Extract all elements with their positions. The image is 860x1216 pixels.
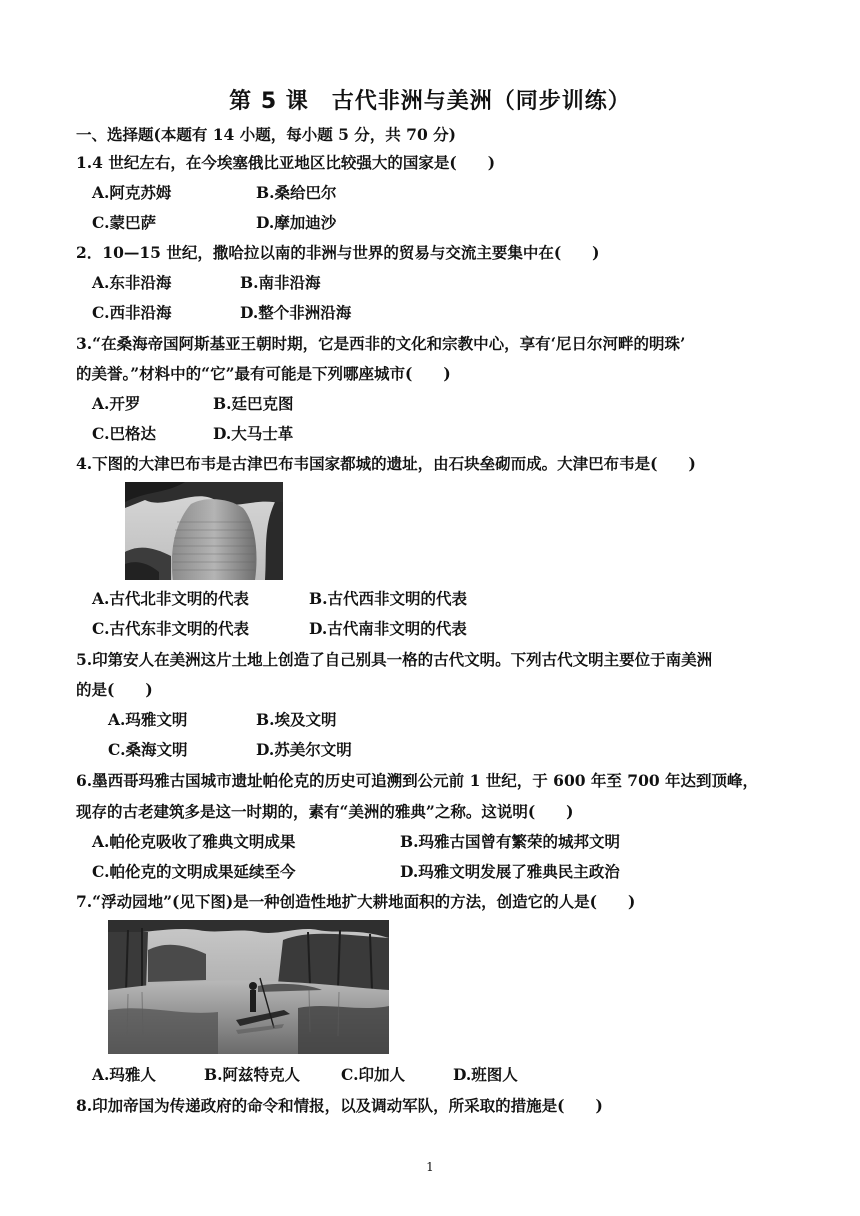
question-7-stem: 7.“浮动园地”(见下图)是一种创造性地扩大耕地面积的方法，创造它的人是( ): [76, 892, 636, 911]
question-6-option-c: C.帕伦克的文明成果延续至今: [92, 862, 296, 881]
question-6-stem-line-2: 现存的古老建筑多是这一时期的，素有“美洲的雅典”之称。这说明( ): [76, 802, 574, 821]
question-5-option-a: A.玛雅文明: [108, 710, 188, 729]
question-4-option-a: A.古代北非文明的代表: [92, 589, 249, 608]
question-2-option-b: B.南非沿海: [240, 273, 321, 292]
question-7-option-d: D.班图人: [453, 1065, 518, 1084]
question-1-option-b: B.桑给巴尔: [256, 183, 337, 202]
page-number: 1: [426, 1160, 434, 1174]
floating-garden-photo: [108, 920, 389, 1054]
question-5-stem-line-1: 5.印第安人在美洲这片土地上创造了自己别具一格的古代文明。下列古代文明主要位于南美洲: [76, 650, 713, 669]
question-2-option-a: A.东非沿海: [92, 273, 172, 292]
question-1-stem: 1.4 世纪左右，在今埃塞俄比亚地区比较强大的国家是( ): [76, 153, 496, 172]
question-6-option-d: D.玛雅文明发展了雅典民主政治: [400, 862, 620, 881]
question-7-option-c: C.印加人: [341, 1065, 405, 1084]
question-4-option-c: C.古代东非文明的代表: [92, 619, 249, 638]
question-1-option-d: D.摩加迪沙: [256, 213, 337, 232]
question-4-option-d: D.古代南非文明的代表: [309, 619, 467, 638]
question-3-stem-line-2: 的美誉。”材料中的“它”最有可能是下列哪座城市( ): [76, 364, 451, 383]
question-5-option-d: D.苏美尔文明: [256, 740, 352, 759]
question-4-option-b: B.古代西非文明的代表: [309, 589, 467, 608]
question-3-stem-line-1: 3.“在桑海帝国阿斯基亚王朝时期，它是西非的文化和宗教中心，享有‘尼日尔河畔的明珠’: [76, 334, 686, 353]
question-7-option-b: B.阿兹特克人: [204, 1065, 300, 1084]
section-heading: 一、选择题(本题有 14 小题，每小题 5 分，共 70 分): [76, 125, 456, 144]
question-3-option-d: D.大马士革: [213, 424, 294, 443]
question-5-option-c: C.桑海文明: [108, 740, 188, 759]
question-7-option-a: A.玛雅人: [92, 1065, 156, 1084]
question-6-stem-line-1: 6.墨西哥玛雅古国城市遗址帕伦克的历史可追溯到公元前 1 世纪，于 600 年至 700 年达到顶峰，: [76, 771, 759, 790]
question-3-option-a: A.开罗: [92, 394, 141, 413]
question-6-option-b: B.玛雅古国曾有繁荣的城邦文明: [400, 832, 620, 851]
question-5-stem-line-2: 的是( ): [76, 680, 153, 699]
question-8-stem: 8.印加帝国为传递政府的命令和情报，以及调动军队，所采取的措施是( ): [76, 1096, 603, 1115]
question-1-option-c: C.蒙巴萨: [92, 213, 156, 232]
question-3-option-c: C.巴格达: [92, 424, 156, 443]
question-6-option-a: A.帕伦克吸收了雅典文明成果: [92, 832, 296, 851]
question-2-option-d: D.整个非洲沿海: [240, 303, 352, 322]
great-zimbabwe-photo: [125, 482, 283, 580]
page-title: 第 5 课 古代非洲与美洲（同步训练）: [229, 89, 631, 114]
question-1-option-a: A.阿克苏姆: [92, 183, 172, 202]
question-3-option-b: B.廷巴克图: [213, 394, 294, 413]
question-4-stem: 4.下图的大津巴布韦是古津巴布韦国家都城的遗址，由石块垒砌而成。大津巴布韦是( ): [76, 454, 696, 473]
question-2-stem: 2．10—15 世纪，撒哈拉以南的非洲与世界的贸易与交流主要集中在( ): [76, 243, 600, 262]
question-5-option-b: B.埃及文明: [256, 710, 337, 729]
question-2-option-c: C.西非沿海: [92, 303, 172, 322]
